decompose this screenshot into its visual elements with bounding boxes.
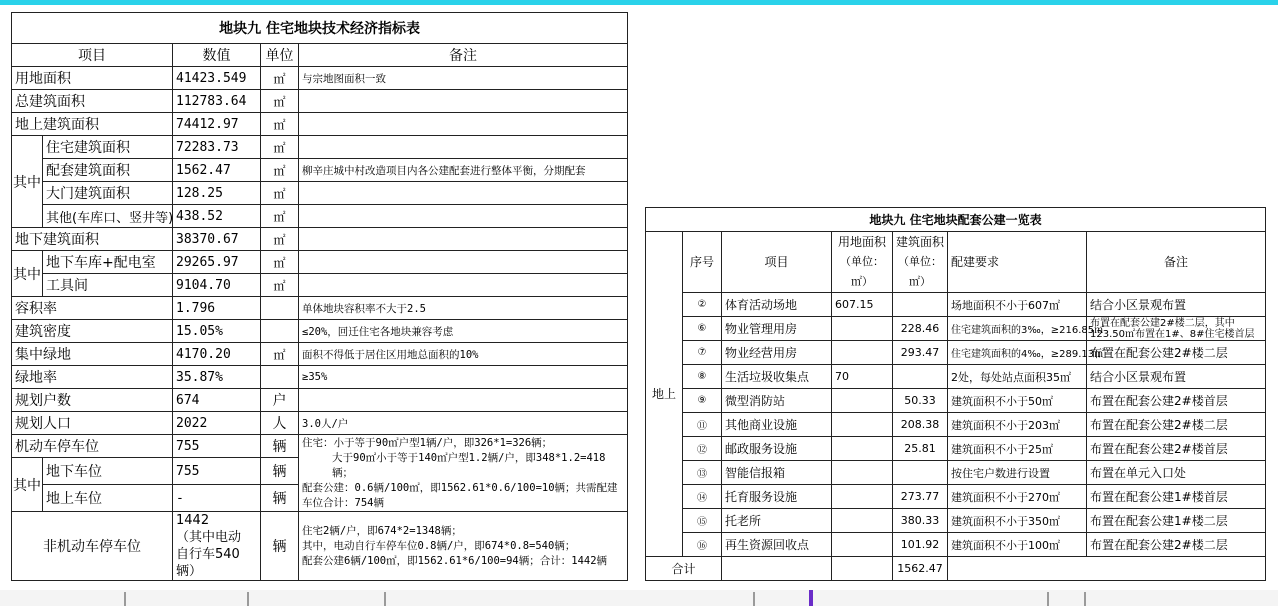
row-note [299,90,628,113]
row-unit: ㎡ [261,90,299,113]
row-value: 72283.73 [173,136,261,159]
row-note: 布置在配套公建2#楼首层 [1087,389,1266,413]
row-item: 集中绿地 [12,343,173,366]
row-requirement: 2处，每处站点面积35㎡ [948,365,1087,389]
drawing-tick-mark [1047,592,1049,606]
row-unit: ㎡ [261,159,299,182]
row-note: 与宗地图面积一致 [299,67,628,90]
table-title: 地块九 住宅地块技术经济指标表 [12,13,628,44]
row-build-area: 101.92 [893,533,948,557]
row-item: 绿地率 [12,366,173,389]
row-item: 配套建筑面积 [43,159,173,182]
row-unit: ㎡ [261,136,299,159]
row-item: 地上建筑面积 [12,113,173,136]
table-row [12,90,628,113]
row-item: 托育服务设施 [722,485,832,509]
row-requirement: 建筑面积不小于50㎡ [948,389,1087,413]
table-row [646,485,1266,509]
row-value: 755 [173,435,261,458]
row-build-area: 25.81 [893,437,948,461]
row-item: 地上车位 [43,485,173,512]
row-land-area [832,341,893,365]
parking-note-line: 住宅：小于等于90㎡户型1辆/户，即326*1=326辆； [302,436,553,449]
row-seq: ⑭ [683,485,722,509]
row-unit [261,297,299,320]
row-seq: ⑫ [683,437,722,461]
drawing-tick-mark [753,592,755,606]
row-item: 微型消防站 [722,389,832,413]
row-note: 布置在配套公建2#楼二层 [1087,341,1266,365]
row-note: 布置在配套公建1#楼二层 [1087,509,1266,533]
header-land-area-unit: （单位：㎡） [840,255,884,288]
row-unit: 辆 [261,458,299,485]
row-value: 1.796 [173,297,261,320]
row-unit [261,366,299,389]
row-unit: ㎡ [261,228,299,251]
row-value: 1562.47 [173,159,261,182]
header-build-area-unit: （单位：㎡） [898,255,942,288]
row-unit: ㎡ [261,343,299,366]
row-build-area: 380.33 [893,509,948,533]
row-item: 其他商业设施 [722,413,832,437]
row-note: 单体地块容积率不大于2.5 [299,297,628,320]
table-row [12,113,628,136]
row-item: 物业管理用房 [722,317,832,341]
row-item: 其他(车库口、竖井等) [43,205,173,228]
row-item: 容积率 [12,297,173,320]
row-item: 体育活动场地 [722,293,832,317]
table-row [646,509,1266,533]
header-note: 备注 [1087,232,1266,293]
row-item: 规划户数 [12,389,173,412]
row-requirement: 建筑面积不小于25㎡ [948,437,1087,461]
table-row [12,412,628,435]
row-build-area [893,365,948,389]
drawing-tick-mark [384,592,386,606]
row-seq: ⑪ [683,413,722,437]
group-label: 其中 [12,251,43,297]
row-land-area [832,509,893,533]
row-requirement: 建筑面积不小于203㎡ [948,413,1087,437]
table-row [646,437,1266,461]
header-item: 项目 [12,44,173,67]
row-item: 托老所 [722,509,832,533]
row-value: 128.25 [173,182,261,205]
row-unit: ㎡ [261,182,299,205]
row-unit: ㎡ [261,205,299,228]
row-item: 大门建筑面积 [43,182,173,205]
row-item: 邮政服务设施 [722,437,832,461]
table-row [12,320,628,343]
table-row [646,533,1266,557]
row-value: 15.05% [173,320,261,343]
row-land-area [832,485,893,509]
row-unit: ㎡ [261,113,299,136]
table-title: 地块九 住宅地块配套公建一览表 [646,208,1266,232]
row-note [299,205,628,228]
row-value: 74412.97 [173,113,261,136]
table-row [646,389,1266,413]
drawing-tick-mark [124,592,126,606]
technical-economic-index-table [11,12,628,581]
total-land-area [832,557,893,581]
drawing-purple-line [809,590,813,606]
header-land-area [832,232,893,293]
header-seq: 序号 [683,232,722,293]
row-land-area [832,437,893,461]
header-build-area-line: 建筑面积 [896,235,945,249]
row-unit: 辆 [261,435,299,458]
table-row [12,67,628,90]
row-land-area [832,389,893,413]
table-header-row [12,44,628,67]
nonmotor-note-line: 配套公建6辆/100㎡，即1562.61*6/100=94辆；合计：1442辆 [302,554,608,567]
row-note [299,228,628,251]
row-note: 布置在配套公建2#楼首层 [1087,437,1266,461]
row-unit: 户 [261,389,299,412]
table-row [12,435,628,458]
row-unit [261,320,299,343]
table-row [12,366,628,389]
row-unit: ㎡ [261,251,299,274]
row-note [299,274,628,297]
row-seq: ⑮ [683,509,722,533]
table-row [646,341,1266,365]
row-land-area [832,533,893,557]
row-item: 机动车停车位 [12,435,173,458]
table-row [12,251,628,274]
row-unit: 人 [261,412,299,435]
table-row [12,205,628,228]
row-item: 建筑密度 [12,320,173,343]
row-note: 结合小区景观布置 [1087,293,1266,317]
total-label: 合计 [646,557,722,581]
table-row [12,389,628,412]
table-row [646,365,1266,389]
row-note [299,136,628,159]
nonmotor-value [173,512,261,581]
row-note [299,113,628,136]
table-row [12,512,628,581]
table-row [12,297,628,320]
row-value: 4170.20 [173,343,261,366]
header-unit: 单位 [261,44,299,67]
row-requirement: 建筑面积不小于270㎡ [948,485,1087,509]
row-build-area: 273.77 [893,485,948,509]
total-note [948,557,1266,581]
row-seq: ⑥ [683,317,722,341]
row-item: 总建筑面积 [12,90,173,113]
nonmotor-note-line: 住宅2辆/户，即674*2=1348辆； [302,524,462,537]
row-unit: ㎡ [261,274,299,297]
row-item: 工具间 [43,274,173,297]
row-seq: ⑦ [683,341,722,365]
total-build-area: 1562.47 [893,557,948,581]
group-label: 其中 [12,458,43,512]
row-item: 智能信报箱 [722,461,832,485]
row-build-area [893,461,948,485]
row-value: 755 [173,458,261,485]
nonmotor-note [299,512,628,581]
row-note: 布置在配套公建2#楼二层，其中123.50㎡布置在1#、8#住宅楼首层 [1087,317,1266,341]
row-land-area [832,317,893,341]
table-row [12,343,628,366]
header-item: 项目 [722,232,832,293]
row-note: 布置在单元入口处 [1087,461,1266,485]
header-requirement: 配建要求 [948,232,1087,293]
row-value: 9104.70 [173,274,261,297]
row-note: ≥35% [299,366,628,389]
row-requirement: 建筑面积不小于350㎡ [948,509,1087,533]
row-item: 非机动车停车位 [12,512,173,581]
drawing-tick-mark [1084,592,1086,606]
row-seq: ⑯ [683,533,722,557]
row-build-area [893,293,948,317]
nonmotor-note-line: 其中，电动自行车停车位0.8辆/户，即674*0.8=540辆； [302,539,576,552]
row-item: 生活垃圾收集点 [722,365,832,389]
row-unit: ㎡ [261,67,299,90]
drawing-tick-mark [247,592,249,606]
nonmotor-value-line: （其中电动 [176,530,242,545]
header-land-area-line: 用地面积 [837,235,886,249]
row-seq: ⑬ [683,461,722,485]
row-requirement: 建筑面积不小于100㎡ [948,533,1087,557]
row-value: 29265.97 [173,251,261,274]
group-label: 其中 [12,136,43,228]
row-note: 布置在配套公建1#楼首层 [1087,485,1266,509]
row-item: 用地面积 [12,67,173,90]
row-item: 物业经营用房 [722,341,832,365]
table-row [12,182,628,205]
row-item: 地下车位 [43,458,173,485]
row-item: 再生资源回收点 [722,533,832,557]
row-requirement: 住宅建筑面积的3‰，≥216.85㎡ [948,317,1087,341]
nonmotor-value-line: 自行车540辆） [176,547,240,579]
row-item: 地下车库+配电室 [43,251,173,274]
table-row [646,293,1266,317]
row-land-area [832,461,893,485]
row-note [299,251,628,274]
row-build-area: 228.46 [893,317,948,341]
table-row [12,136,628,159]
row-land-area: 607.15 [832,293,893,317]
public-facilities-table [645,207,1266,581]
row-seq: ② [683,293,722,317]
row-note: 结合小区景观布置 [1087,365,1266,389]
row-land-area [832,413,893,437]
row-value: 674 [173,389,261,412]
row-value: 38370.67 [173,228,261,251]
row-build-area: 208.38 [893,413,948,437]
row-item: 住宅建筑面积 [43,136,173,159]
row-note: ≤20%，回迁住宅各地块兼容考虑 [299,320,628,343]
row-value: 2022 [173,412,261,435]
table-row [646,461,1266,485]
table-row [646,317,1266,341]
row-note [299,389,628,412]
row-requirement: 住宅建筑面积的4‰，≥289.13㎡ [948,341,1087,365]
row-value: 41423.549 [173,67,261,90]
row-requirement: 按住宅户数进行设置 [948,461,1087,485]
row-value: 35.87% [173,366,261,389]
row-note: 布置在配套公建2#楼二层 [1087,533,1266,557]
row-build-area: 293.47 [893,341,948,365]
row-note: 柳辛庄城中村改造项目内各公建配套进行整体平衡，分期配套 [299,159,628,182]
parking-note-line: 大于90㎡小于等于140㎡户型1.2辆/户，即348*1.2=418辆； [332,451,606,479]
total-item [722,557,832,581]
table-row [12,159,628,182]
header-value: 数值 [173,44,261,67]
row-value: - [173,485,261,512]
nonmotor-value-line: 1442 [176,513,210,528]
row-land-area: 70 [832,365,893,389]
header-note: 备注 [299,44,628,67]
row-value: 438.52 [173,205,261,228]
row-unit: 辆 [261,485,299,512]
row-note: 布置在配套公建2#楼二层 [1087,413,1266,437]
header-build-area [893,232,948,293]
total-row [646,557,1266,581]
row-build-area: 50.33 [893,389,948,413]
table-row [646,413,1266,437]
side-label: 地上 [646,232,683,557]
row-unit: 辆 [261,512,299,581]
bottom-drawing-strip [0,590,1278,606]
table-row [12,274,628,297]
row-item: 地下建筑面积 [12,228,173,251]
row-note: 面积不得低于居住区用地总面积的10% [299,343,628,366]
row-item: 规划人口 [12,412,173,435]
row-seq: ⑧ [683,365,722,389]
row-note: 3.0人/户 [299,412,628,435]
table-header-row [646,232,1266,293]
row-note [299,182,628,205]
row-seq: ⑨ [683,389,722,413]
row-value: 112783.64 [173,90,261,113]
parking-note-line: 配套公建：0.6辆/100㎡，即1562.61*0.6/100=10辆；共需配建车位合计：754辆 [302,481,618,509]
parking-note [299,435,628,512]
row-requirement: 场地面积不小于607㎡ [948,293,1087,317]
table-row [12,228,628,251]
